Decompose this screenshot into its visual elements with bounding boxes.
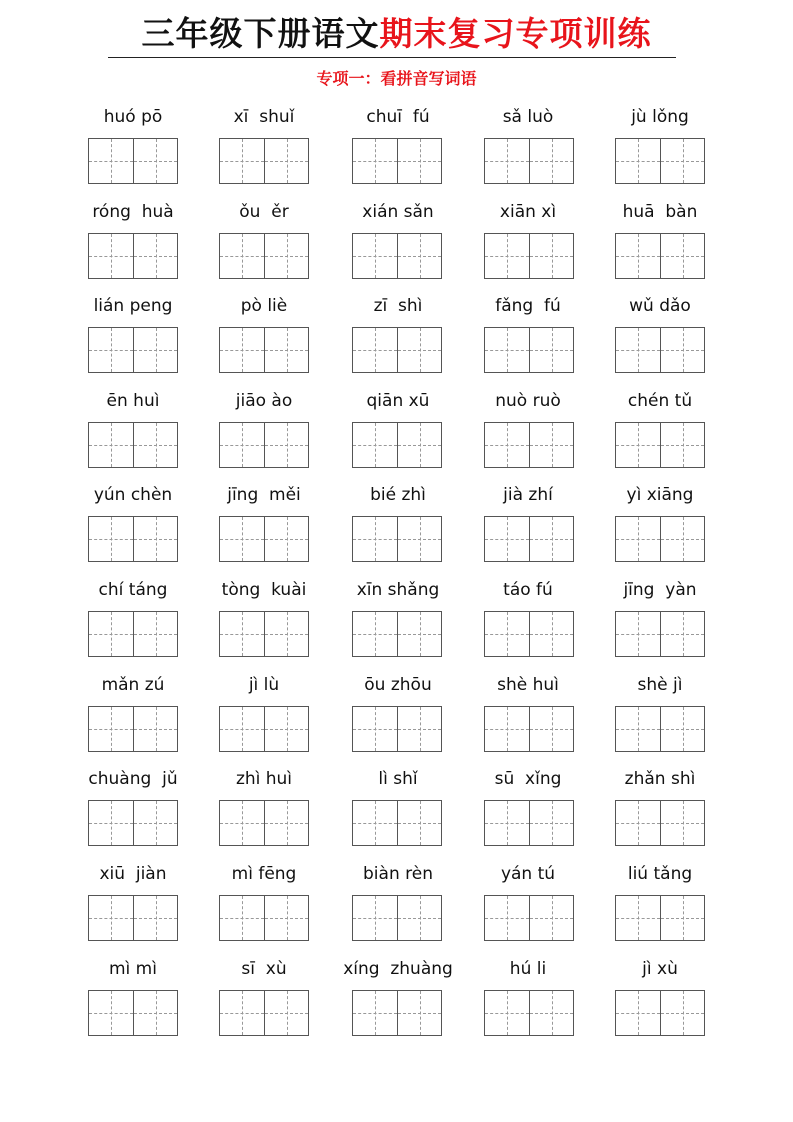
tianzige-box[interactable] <box>89 707 133 751</box>
tianzige-box[interactable] <box>264 991 308 1035</box>
tianzige-box[interactable] <box>89 328 133 372</box>
writing-boxes <box>88 516 178 562</box>
tianzige-box[interactable] <box>133 517 177 561</box>
tianzige-box[interactable] <box>220 328 264 372</box>
exercise-item <box>333 863 463 943</box>
tianzige-box[interactable] <box>529 234 573 278</box>
pinyin-label: huó pō <box>103 107 163 127</box>
exercise-item <box>199 768 329 848</box>
pinyin-label: róng huà <box>92 202 174 222</box>
tianzige-box[interactable] <box>485 139 529 183</box>
title-red-part: 期末复习专项训练 <box>379 14 652 53</box>
tianzige-box[interactable] <box>529 896 573 940</box>
pinyin-label: xíng zhuàng <box>343 959 453 979</box>
pinyin-label: lì shǐ <box>378 769 418 789</box>
pinyin-label: xiū jiàn <box>99 864 167 884</box>
exercise-item <box>333 295 463 375</box>
exercise-item <box>199 295 329 375</box>
tianzige-box[interactable] <box>264 328 308 372</box>
tianzige-box[interactable] <box>616 328 660 372</box>
exercise-item <box>68 674 198 754</box>
tianzige-box[interactable] <box>353 423 397 467</box>
tianzige-box[interactable] <box>264 423 308 467</box>
writing-boxes <box>615 895 705 941</box>
writing-boxes <box>88 800 178 846</box>
tianzige-box[interactable] <box>89 423 133 467</box>
worksheet-title <box>0 12 793 56</box>
exercise-item <box>333 201 463 281</box>
pinyin-label: táo fú <box>503 580 553 600</box>
tianzige-box[interactable] <box>89 234 133 278</box>
tianzige-box[interactable] <box>89 896 133 940</box>
writing-boxes <box>352 895 442 941</box>
tianzige-box[interactable] <box>616 517 660 561</box>
pinyin-label: biàn rèn <box>363 864 433 884</box>
writing-boxes <box>219 800 309 846</box>
tianzige-box[interactable] <box>220 801 264 845</box>
pinyin-label: hú li <box>509 959 547 979</box>
writing-boxes <box>352 516 442 562</box>
exercise-item <box>68 295 198 375</box>
tianzige-box[interactable] <box>616 801 660 845</box>
exercise-item <box>68 390 198 470</box>
writing-boxes <box>352 422 442 468</box>
exercise-item <box>199 958 329 1038</box>
exercise-item <box>595 674 725 754</box>
tianzige-box[interactable] <box>353 139 397 183</box>
tianzige-box[interactable] <box>397 896 441 940</box>
writing-boxes <box>219 611 309 657</box>
tianzige-box[interactable] <box>264 139 308 183</box>
pinyin-label: huā bàn <box>622 202 698 222</box>
pinyin-label: ēn huì <box>106 391 160 411</box>
tianzige-box[interactable] <box>397 801 441 845</box>
tianzige-box[interactable] <box>529 423 573 467</box>
exercise-item <box>199 863 329 943</box>
pinyin-label: jià zhí <box>503 485 553 505</box>
tianzige-box[interactable] <box>133 328 177 372</box>
exercise-item <box>595 390 725 470</box>
writing-boxes <box>352 990 442 1036</box>
pinyin-label: ōu zhōu <box>364 675 432 695</box>
writing-boxes <box>484 800 574 846</box>
tianzige-box[interactable] <box>529 517 573 561</box>
writing-boxes <box>484 706 574 752</box>
exercise-item <box>68 768 198 848</box>
tianzige-box[interactable] <box>529 139 573 183</box>
tianzige-box[interactable] <box>353 801 397 845</box>
exercise-item <box>463 390 593 470</box>
tianzige-box[interactable] <box>353 234 397 278</box>
writing-boxes <box>88 138 178 184</box>
title-underline <box>108 57 676 58</box>
exercise-item <box>463 863 593 943</box>
tianzige-box[interactable] <box>485 801 529 845</box>
exercise-item <box>333 390 463 470</box>
exercise-item <box>463 768 593 848</box>
pinyin-label: yán tú <box>500 864 556 884</box>
tianzige-box[interactable] <box>264 707 308 751</box>
exercise-item <box>463 201 593 281</box>
exercise-item <box>68 579 198 659</box>
tianzige-box[interactable] <box>397 707 441 751</box>
title-black-part: 三年级下册语文 <box>141 14 380 53</box>
writing-boxes <box>352 800 442 846</box>
writing-boxes <box>484 611 574 657</box>
exercise-item <box>463 106 593 186</box>
writing-boxes <box>219 895 309 941</box>
tianzige-box[interactable] <box>89 139 133 183</box>
tianzige-box[interactable] <box>133 801 177 845</box>
exercise-item <box>333 674 463 754</box>
writing-boxes <box>484 138 574 184</box>
writing-boxes <box>484 990 574 1036</box>
exercise-item <box>68 863 198 943</box>
tianzige-box[interactable] <box>485 991 529 1035</box>
tianzige-box[interactable] <box>660 896 704 940</box>
pinyin-label: zhǎn shì <box>624 769 696 789</box>
tianzige-box[interactable] <box>397 612 441 656</box>
tianzige-box[interactable] <box>485 328 529 372</box>
pinyin-label: jù lǒng <box>631 107 689 127</box>
pinyin-label: ǒu ěr <box>239 202 289 222</box>
writing-boxes <box>88 233 178 279</box>
tianzige-box[interactable] <box>616 991 660 1035</box>
exercise-item <box>199 674 329 754</box>
writing-boxes <box>88 990 178 1036</box>
writing-boxes <box>88 895 178 941</box>
tianzige-box[interactable] <box>89 517 133 561</box>
pinyin-label: pò liè <box>240 296 288 316</box>
tianzige-box[interactable] <box>660 423 704 467</box>
writing-boxes <box>484 233 574 279</box>
pinyin-label: fǎng fú <box>495 296 561 316</box>
exercise-item <box>595 106 725 186</box>
exercise-item <box>595 295 725 375</box>
exercise-item <box>463 958 593 1038</box>
tianzige-box[interactable] <box>220 423 264 467</box>
pinyin-label: yún chèn <box>93 485 173 505</box>
writing-boxes <box>219 138 309 184</box>
exercise-item <box>333 484 463 564</box>
writing-boxes <box>615 516 705 562</box>
tianzige-box[interactable] <box>220 139 264 183</box>
tianzige-box[interactable] <box>133 707 177 751</box>
writing-boxes <box>352 327 442 373</box>
exercise-item <box>595 201 725 281</box>
exercise-item <box>68 106 198 186</box>
pinyin-label: shè huì <box>497 675 559 695</box>
exercise-item <box>463 484 593 564</box>
tianzige-box[interactable] <box>397 139 441 183</box>
tianzige-box[interactable] <box>485 234 529 278</box>
tianzige-box[interactable] <box>89 612 133 656</box>
pinyin-label: xiān xì <box>499 202 557 222</box>
exercise-item <box>463 674 593 754</box>
writing-boxes <box>219 516 309 562</box>
tianzige-box[interactable] <box>660 328 704 372</box>
writing-boxes <box>219 706 309 752</box>
tianzige-box[interactable] <box>397 517 441 561</box>
tianzige-box[interactable] <box>353 707 397 751</box>
writing-boxes <box>88 611 178 657</box>
exercise-item <box>463 295 593 375</box>
tianzige-box[interactable] <box>220 612 264 656</box>
tianzige-box[interactable] <box>485 517 529 561</box>
writing-boxes <box>615 706 705 752</box>
tianzige-box[interactable] <box>616 896 660 940</box>
tianzige-box[interactable] <box>485 423 529 467</box>
tianzige-box[interactable] <box>353 991 397 1035</box>
tianzige-box[interactable] <box>397 234 441 278</box>
pinyin-label: bié zhì <box>370 485 426 505</box>
writing-boxes <box>219 990 309 1036</box>
writing-boxes <box>615 611 705 657</box>
writing-boxes <box>88 327 178 373</box>
tianzige-box[interactable] <box>220 707 264 751</box>
pinyin-label: chuī fú <box>366 107 430 127</box>
tianzige-box[interactable] <box>660 234 704 278</box>
tianzige-box[interactable] <box>660 139 704 183</box>
pinyin-label: xīn shǎng <box>356 580 440 600</box>
tianzige-box[interactable] <box>133 612 177 656</box>
pinyin-label: chuàng jǔ <box>88 769 178 789</box>
pinyin-label: sū xǐng <box>494 769 562 789</box>
pinyin-label: zī shì <box>373 296 423 316</box>
writing-boxes <box>484 422 574 468</box>
tianzige-box[interactable] <box>264 896 308 940</box>
tianzige-box[interactable] <box>529 328 573 372</box>
writing-boxes <box>615 327 705 373</box>
tianzige-box[interactable] <box>220 517 264 561</box>
exercise-item <box>595 958 725 1038</box>
pinyin-label: tòng kuài <box>221 580 307 600</box>
pinyin-label: lián peng <box>93 296 173 316</box>
tianzige-box[interactable] <box>133 234 177 278</box>
pinyin-label: shè jì <box>637 675 683 695</box>
pinyin-label: nuò ruò <box>495 391 561 411</box>
pinyin-label: wǔ dǎo <box>629 296 691 316</box>
tianzige-box[interactable] <box>133 139 177 183</box>
pinyin-label: mì fēng <box>231 864 297 884</box>
pinyin-label: chén tǔ <box>627 391 693 411</box>
tianzige-box[interactable] <box>264 517 308 561</box>
pinyin-label: xián sǎn <box>362 202 434 222</box>
tianzige-box[interactable] <box>397 991 441 1035</box>
writing-boxes <box>219 422 309 468</box>
writing-boxes <box>219 233 309 279</box>
pinyin-label: mǎn zú <box>101 675 165 695</box>
tianzige-box[interactable] <box>616 139 660 183</box>
tianzige-box[interactable] <box>616 612 660 656</box>
section-subtitle: 专项一：看拼音写词语 <box>316 69 477 88</box>
pinyin-label: jīng měi <box>227 485 301 505</box>
writing-boxes <box>352 611 442 657</box>
exercise-item <box>333 958 463 1038</box>
pinyin-label: liú tǎng <box>627 864 693 884</box>
tianzige-box[interactable] <box>220 991 264 1035</box>
pinyin-label: yì xiāng <box>626 485 694 505</box>
writing-boxes <box>615 138 705 184</box>
writing-boxes <box>484 895 574 941</box>
tianzige-box[interactable] <box>660 612 704 656</box>
tianzige-box[interactable] <box>485 707 529 751</box>
tianzige-box[interactable] <box>660 801 704 845</box>
tianzige-box[interactable] <box>660 707 704 751</box>
tianzige-box[interactable] <box>616 423 660 467</box>
tianzige-box[interactable] <box>485 612 529 656</box>
exercise-item <box>199 484 329 564</box>
writing-boxes <box>352 138 442 184</box>
tianzige-box[interactable] <box>353 896 397 940</box>
pinyin-label: sī xù <box>241 959 287 979</box>
writing-boxes <box>484 516 574 562</box>
exercise-item <box>595 484 725 564</box>
tianzige-box[interactable] <box>353 517 397 561</box>
exercise-item <box>595 768 725 848</box>
writing-boxes <box>615 233 705 279</box>
exercise-item <box>333 106 463 186</box>
tianzige-box[interactable] <box>485 896 529 940</box>
exercise-item <box>199 201 329 281</box>
exercise-item <box>595 863 725 943</box>
tianzige-box[interactable] <box>529 991 573 1035</box>
tianzige-box[interactable] <box>89 801 133 845</box>
exercise-item <box>199 579 329 659</box>
exercise-item <box>595 579 725 659</box>
pinyin-label: zhì huì <box>235 769 293 789</box>
writing-boxes <box>484 327 574 373</box>
tianzige-box[interactable] <box>529 707 573 751</box>
writing-boxes <box>615 990 705 1036</box>
tianzige-box[interactable] <box>397 423 441 467</box>
writing-boxes <box>615 800 705 846</box>
pinyin-label: mì mì <box>109 959 157 979</box>
writing-boxes <box>88 422 178 468</box>
exercise-item <box>68 484 198 564</box>
tianzige-box[interactable] <box>660 517 704 561</box>
tianzige-box[interactable] <box>89 991 133 1035</box>
tianzige-box[interactable] <box>353 328 397 372</box>
pinyin-label: qiān xū <box>366 391 430 411</box>
exercise-item <box>68 958 198 1038</box>
pinyin-label: sǎ luò <box>502 107 554 127</box>
tianzige-box[interactable] <box>529 801 573 845</box>
pinyin-label: jì xù <box>642 959 678 979</box>
tianzige-box[interactable] <box>397 328 441 372</box>
exercise-item <box>199 390 329 470</box>
tianzige-box[interactable] <box>353 612 397 656</box>
writing-boxes <box>219 327 309 373</box>
tianzige-box[interactable] <box>529 612 573 656</box>
exercise-item <box>333 768 463 848</box>
tianzige-box[interactable] <box>133 423 177 467</box>
tianzige-box[interactable] <box>264 234 308 278</box>
tianzige-box[interactable] <box>616 234 660 278</box>
tianzige-box[interactable] <box>220 234 264 278</box>
writing-boxes <box>615 422 705 468</box>
exercise-item <box>199 106 329 186</box>
exercise-item <box>68 201 198 281</box>
pinyin-label: xī shuǐ <box>233 107 295 127</box>
writing-boxes <box>88 706 178 752</box>
writing-boxes <box>352 706 442 752</box>
tianzige-box[interactable] <box>133 896 177 940</box>
writing-boxes <box>352 233 442 279</box>
tianzige-box[interactable] <box>133 991 177 1035</box>
pinyin-label: chí táng <box>98 580 168 600</box>
pinyin-label: jì lù <box>248 675 280 695</box>
tianzige-box[interactable] <box>220 896 264 940</box>
tianzige-box[interactable] <box>264 801 308 845</box>
tianzige-box[interactable] <box>264 612 308 656</box>
pinyin-label: jīng yàn <box>623 580 697 600</box>
tianzige-box[interactable] <box>616 707 660 751</box>
tianzige-box[interactable] <box>660 991 704 1035</box>
exercise-item <box>333 579 463 659</box>
exercise-item <box>463 579 593 659</box>
pinyin-label: jiāo ào <box>235 391 293 411</box>
